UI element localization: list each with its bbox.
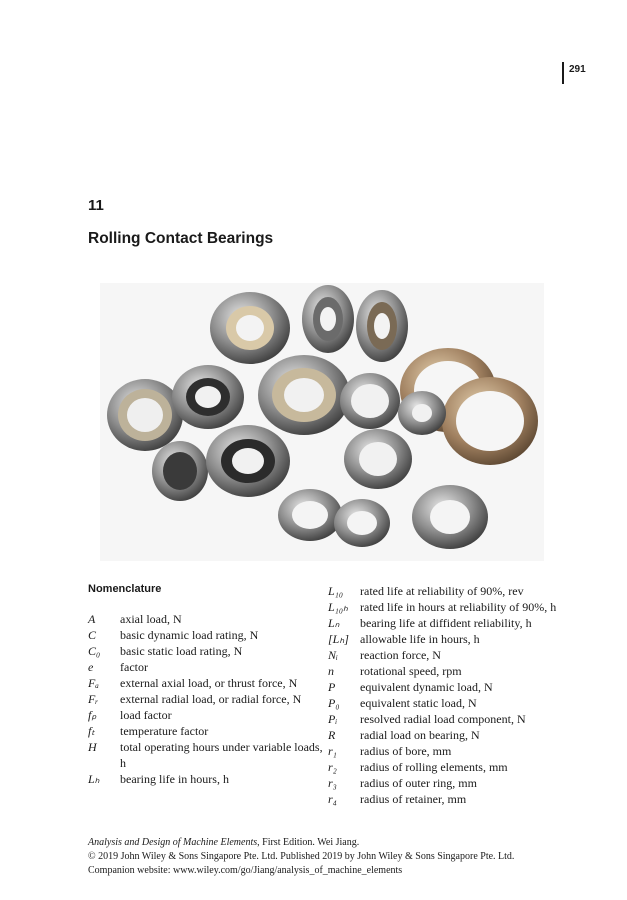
definition: external radial load, or radial force, N <box>120 692 302 706</box>
nomenclature-entry <box>328 631 558 647</box>
nomenclature-entry <box>328 743 558 759</box>
definition: radius of bore, mm <box>360 744 452 758</box>
nomenclature-entry <box>328 615 558 631</box>
definition: radius of rolling elements, mm <box>360 760 508 774</box>
nomenclature-entry <box>328 695 558 711</box>
nomenclature-entry <box>328 647 558 663</box>
definition: allowable life in hours, h <box>360 632 480 646</box>
definition: basic static load rating, N <box>120 644 243 658</box>
self-aligning-ball-bearing <box>344 429 412 489</box>
symbol: Nᵢ <box>328 648 338 662</box>
definition: rated life at reliability of 90%, rev <box>360 584 524 598</box>
nomenclature-entry <box>328 599 558 615</box>
needle-bearing-sleeve <box>152 441 208 501</box>
definition: equivalent static load, N <box>360 696 477 710</box>
edition-author: , First Edition. Wei Jiang. <box>257 837 360 848</box>
nomenclature-entry <box>88 659 324 675</box>
symbol: r₃ <box>328 776 337 790</box>
definition: radial load on bearing, N <box>360 728 480 742</box>
symbol: L₁₀ <box>328 584 344 598</box>
definition: radius of outer ring, mm <box>360 776 477 790</box>
definition: reaction force, N <box>360 648 441 662</box>
bearings-photo <box>100 283 544 561</box>
nomenclature-entry <box>328 679 558 695</box>
symbol: r₂ <box>328 760 337 774</box>
chapter-title: Rolling Contact Bearings <box>88 230 274 247</box>
thrust-ball-bearing-3 <box>412 485 488 549</box>
nomenclature-entry <box>328 711 558 727</box>
symbol: fₜ <box>88 724 95 738</box>
definition: temperature factor <box>120 724 209 738</box>
definition: external axial load, or thrust force, N <box>120 676 298 690</box>
nomenclature-left-column <box>88 611 324 787</box>
thrust-ball-bearing-2 <box>334 499 390 547</box>
nomenclature-right-column <box>328 583 558 807</box>
nomenclature-entry <box>88 611 324 627</box>
symbol: Fᵣ <box>88 692 99 706</box>
nomenclature-entry <box>328 791 558 807</box>
nomenclature-entry <box>88 675 324 691</box>
symbol: Fₐ <box>88 676 99 690</box>
symbol: r₁ <box>328 744 337 758</box>
page-number: 291 <box>569 64 586 75</box>
bearings-illustration <box>100 283 544 561</box>
thrust-ball-bearing-1 <box>278 489 342 541</box>
definition: load factor <box>120 708 172 722</box>
nomenclature-entry <box>328 775 558 791</box>
symbol: L₁₀ₕ <box>328 600 348 614</box>
needle-roller-bearing <box>107 379 183 451</box>
symbol: fₚ <box>88 708 97 722</box>
tapered-roller-bearing <box>356 290 408 362</box>
definition: axial load, N <box>120 612 182 626</box>
definition: equivalent dynamic load, N <box>360 680 493 694</box>
deep-groove-ball-bearing-3 <box>206 425 290 497</box>
nomenclature-entry <box>88 739 324 771</box>
small-ball-bearing <box>398 391 446 435</box>
nomenclature-entry <box>328 727 558 743</box>
nomenclature-entry <box>88 691 324 707</box>
symbol: Lₙ <box>328 616 340 630</box>
symbol: H <box>88 740 97 754</box>
definition: bearing life in hours, h <box>120 772 229 786</box>
deep-groove-ball-bearing-1 <box>172 365 244 429</box>
nomenclature-entry <box>88 627 324 643</box>
deep-groove-ball-bearing-2 <box>340 373 400 429</box>
definition: radius of retainer, mm <box>360 792 467 806</box>
symbol: A <box>88 612 96 626</box>
symbol: [Lₕ] <box>328 632 349 646</box>
footer-line-3: Companion website: www.wiley.com/go/Jiang/analysis_of_machine_elements <box>88 865 403 876</box>
definition: basic dynamic load rating, N <box>120 628 259 642</box>
nomenclature-entry <box>328 583 558 599</box>
chapter-number: 11 <box>88 197 104 214</box>
copyright-footer <box>88 836 514 878</box>
nomenclature-entry <box>328 663 558 679</box>
definition: rotational speed, rpm <box>360 664 462 678</box>
definition: total operating hours under variable loads, h <box>120 740 323 770</box>
cylindrical-roller-bearing-1 <box>210 292 290 364</box>
page-number-rule <box>562 62 564 84</box>
nomenclature-entry <box>328 759 558 775</box>
symbol: C₀ <box>88 644 101 658</box>
definition: bearing life at diffident reliability, h <box>360 616 532 630</box>
definition: resolved radial load component, N <box>360 712 526 726</box>
symbol: r₄ <box>328 792 337 806</box>
nomenclature-heading: Nomenclature <box>88 583 162 595</box>
symbol: R <box>328 728 336 742</box>
footer-line-1 <box>88 836 514 850</box>
nomenclature-entry <box>88 771 324 787</box>
symbol: P <box>328 680 336 694</box>
definition: rated life in hours at reliability of 90%, h <box>360 600 557 614</box>
cylindrical-roller-bearing-2 <box>302 285 354 353</box>
book-title: Analysis and Design of Machine Elements <box>88 837 258 848</box>
symbol: Pᵢ <box>328 712 338 726</box>
symbol: P₀ <box>328 696 340 710</box>
symbol: n <box>328 664 334 678</box>
needle-thrust-bearing <box>442 377 538 465</box>
nomenclature-entry <box>88 723 324 739</box>
footer-line-2: © 2019 John Wiley & Sons Singapore Pte. Ltd. Published 2019 by John Wiley & Sons Singapore Pte. Ltd. <box>88 851 515 862</box>
angular-ball-bearing <box>258 355 350 435</box>
symbol: C <box>88 628 97 642</box>
definition: factor <box>120 660 148 674</box>
symbol: Lₕ <box>88 772 100 786</box>
nomenclature-entry <box>88 643 324 659</box>
symbol: e <box>88 660 94 674</box>
nomenclature-entry <box>88 707 324 723</box>
